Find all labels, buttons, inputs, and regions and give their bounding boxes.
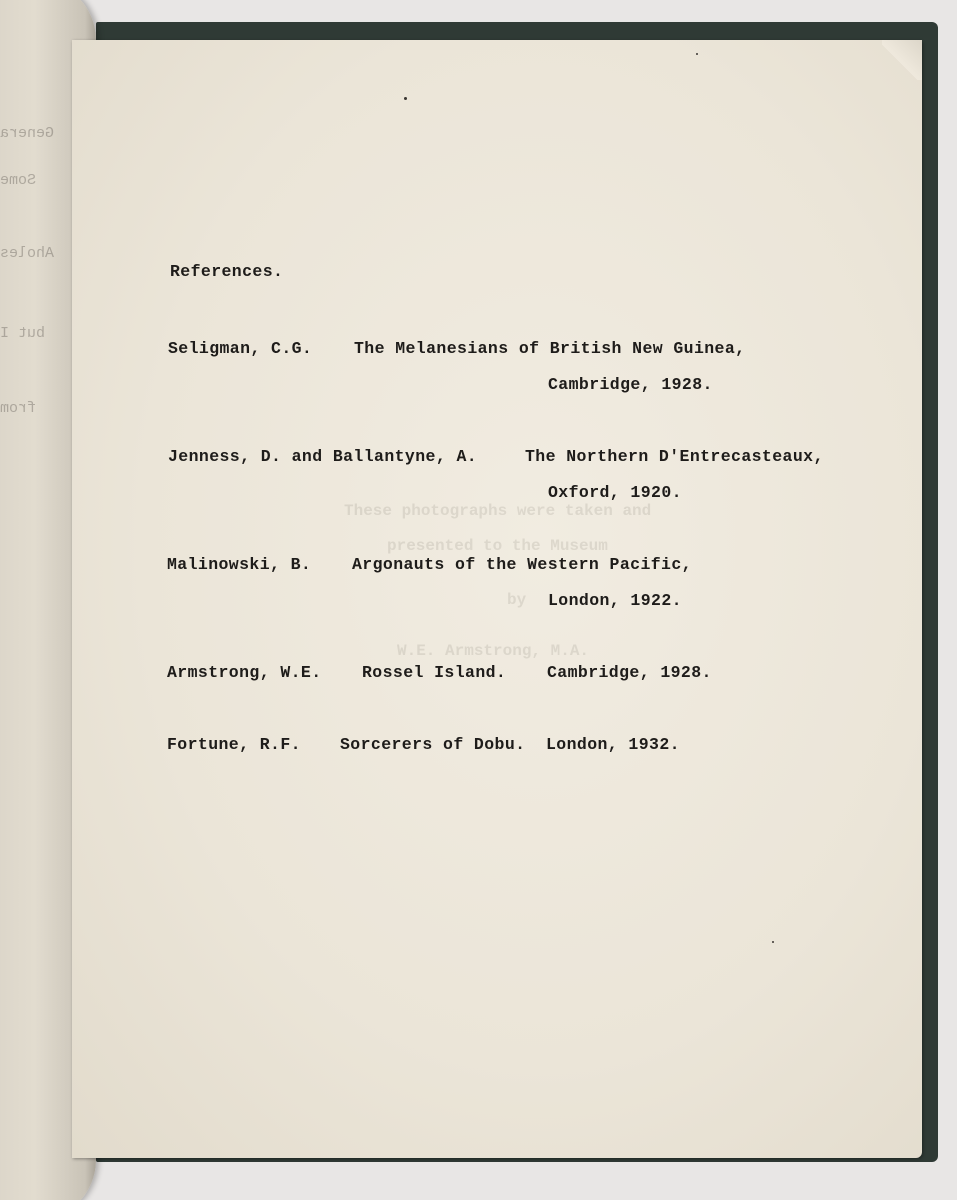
reference-author: Fortune, R.F.: [167, 735, 301, 754]
document-page: [72, 40, 922, 1158]
left-page-bleed-line: Aholes: [0, 245, 55, 262]
paper-speck: [696, 53, 698, 55]
reference-title: Sorcerers of Dobu.: [340, 735, 526, 754]
reference-imprint: Oxford, 1920.: [548, 483, 682, 502]
bleed-through-line: by: [507, 591, 527, 609]
reference-author: Malinowski, B.: [167, 555, 312, 574]
paper-speck: [404, 97, 407, 100]
page-corner-curl: [882, 40, 922, 80]
reference-author: Armstrong, W.E.: [167, 663, 322, 682]
left-page-bleed-line: from: [0, 400, 37, 417]
bleed-through-line: These photographs were taken and: [344, 502, 652, 520]
paper-speck: [772, 941, 774, 943]
references-heading: References.: [170, 262, 284, 281]
reference-title: Argonauts of the Western Pacific,: [352, 555, 692, 574]
reference-imprint: Cambridge, 1928.: [548, 375, 713, 394]
reference-author: Jenness, D. and Ballantyne, A.: [168, 447, 478, 466]
reference-imprint: London, 1922.: [548, 591, 682, 610]
reference-title: Rossel Island.: [362, 663, 507, 682]
reference-title: The Melanesians of British New Guinea,: [354, 339, 746, 358]
left-page-bleed-line: Genera: [0, 125, 55, 142]
bleed-through-line: W.E. Armstrong, M.A.: [397, 642, 590, 660]
left-page-bleed-line: but I: [0, 325, 46, 342]
bleed-through-line: presented to the Museum: [387, 537, 608, 555]
reference-imprint: London, 1932.: [546, 735, 680, 754]
reference-author: Seligman, C.G.: [168, 339, 313, 358]
left-page-bleed-line: Some: [0, 172, 37, 189]
reference-imprint: Cambridge, 1928.: [547, 663, 712, 682]
reference-title: The Northern D'Entrecasteaux,: [525, 447, 824, 466]
